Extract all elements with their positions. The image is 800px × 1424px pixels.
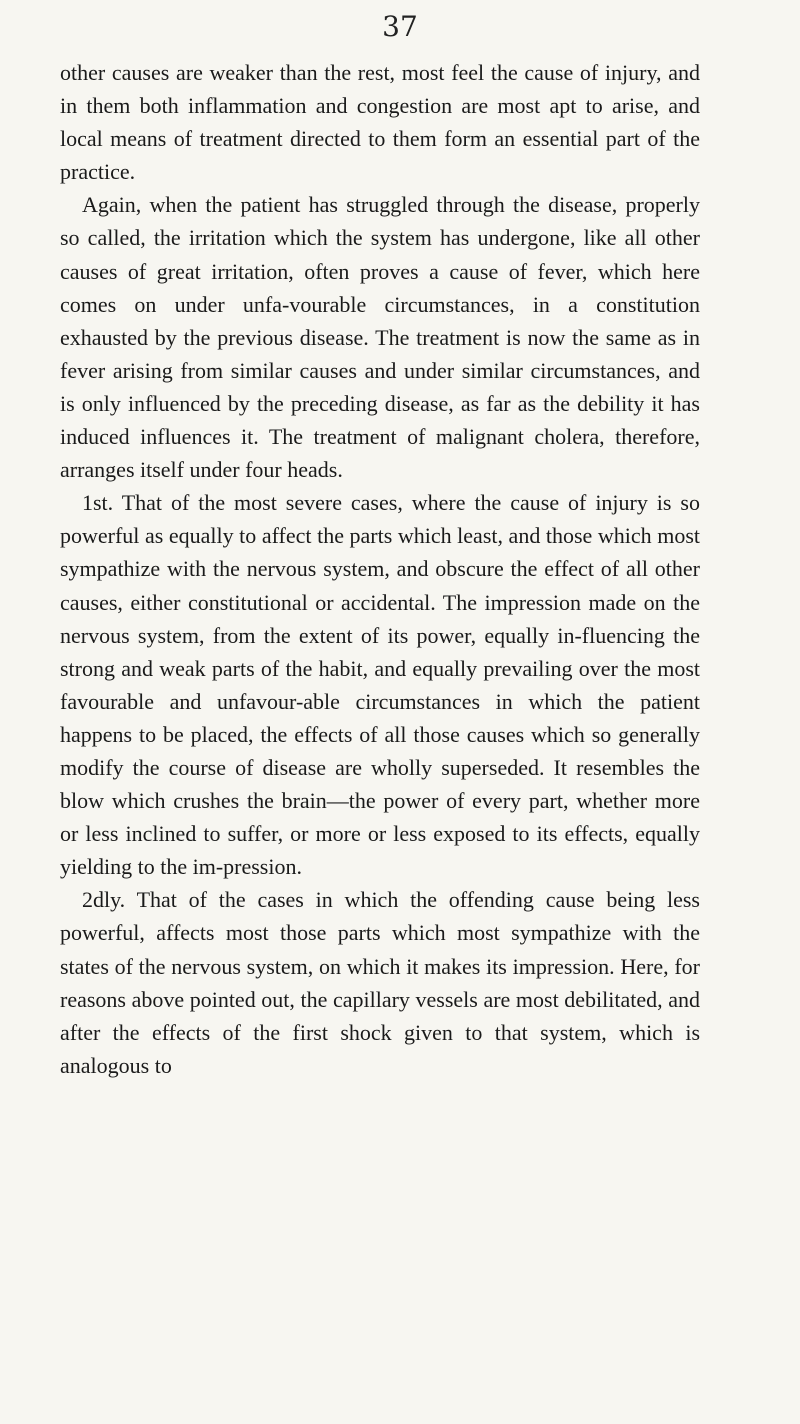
body-text (60, 56, 700, 1082)
paragraph-continuation: other causes are weaker than the rest, most feel the cause of injury, and in them both inflammation and congestion are most apt to arise, and local means of treatment directed to them form an essential part of the practice. (60, 60, 700, 185)
page-number: 37 (382, 10, 418, 43)
paragraph-second-head: 2dly. That of the cases in which the offending cause being less powerful, affects most those parts which most sympathize with the states of the nervous system, on which it makes its impression. Here, for reasons above pointed out, the capillary vessels are most debilitated, and after the effects of the first shock given to that system, which is analogous to (60, 887, 700, 1078)
paragraph-first-head: 1st. That of the most severe cases, where the cause of injury is so powerful as equally to affect the parts which least, and those which most sympathize with the nervous system, and obscure the effect of all other causes, either constitutional or accidental. The impression made on the nervous system, from the extent of its power, equally in-fluencing the strong and weak parts of the habit, and equally prevailing over the most favourable and unfavour-able circumstances in which the patient happens to be placed, the effects of all those causes which so generally modify the course of disease are wholly superseded. It resembles the blow which crushes the brain—the power of every part, whether more or less inclined to suffer, or more or less exposed to its effects, equally yielding to the im-pression. (60, 490, 700, 880)
paragraph-fever: Again, when the patient has struggled through the disease, properly so called, the irritation which the system has undergone, like all other causes of great irritation, often proves a cause of fever, which here comes on under unfa-vourable circumstances, in a constitution exhausted by the previous disease. The treatment is now the same as in fever arising from similar causes and under similar circumstances, and is only influenced by the preceding disease, as far as the debility it has induced influences it. The treatment of malignant cholera, therefore, arranges itself under four heads. (60, 192, 700, 483)
